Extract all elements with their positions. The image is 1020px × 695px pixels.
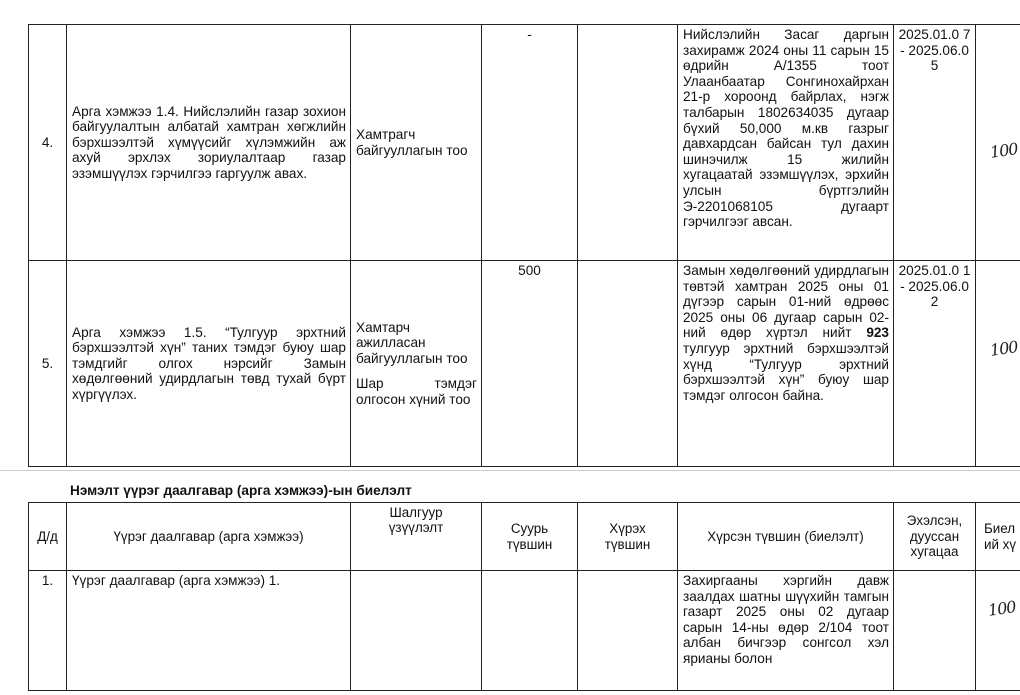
period-text: 2025.01.0 7- 2025.06.0 5: [894, 25, 976, 261]
result-count: 923: [866, 325, 889, 341]
target-value: [578, 261, 678, 467]
handwritten-score: 100: [988, 337, 1019, 360]
result-text-part: Замын хөдөлгөөний удирдлагын төвтэй хамтран 2025 оны 01 дүгээр сарын 01-ний өдрөөс 2025 оны 06 дугаар сарын 02-ний өдөр хүртэл нийт: [683, 263, 889, 341]
result-text: Захиргааны хэргийн давж заалдах шатны шүүхийн тамгын газарт 2025 оны 02 дугаар сарын 14-ны өдөр 2/104 тоот албан бичгээр сонгсол хэл ярианы болон: [683, 573, 889, 666]
indicator-text: Хамтарч ажилласан байгууллагын тоо: [356, 319, 468, 366]
header-score: Биел ий хү: [976, 503, 1020, 571]
result-text: Нийслэлийн Засаг даргын захирамж 2024 оны 11 сарын 15 өдрийн А/1355 тоот Улаанбаатар Сонгинохайрхан 21-р хороонд байрлах, нэгж талбарын 1802634035 дугаар бүхий 50,000 м.кв газрыг давхардсан байсан тул дахин шинэчилж 15 жилийн хугацаатай эзэмшүүлэх, эрхийн улсын бүртгэлийн Э-2201068105 дугаарт гэрчилгээг авсан.: [683, 27, 889, 230]
result-text: [683, 263, 889, 403]
header-period: Эхэлсэн, дууссан хугацаа: [894, 503, 976, 571]
result-text-part: тулгуур эрхтний бэрхшээлтэй хүнд “Тулгуур эрхтний бэрхшээлтэй хүн” буюу шар тэмдэг олгосон байна.: [683, 340, 889, 403]
table-row: [29, 571, 1020, 691]
baseline-value: 500: [482, 261, 578, 467]
indicator-text: Хамтрагч байгууллагын тоо: [356, 126, 468, 158]
header-task: Үүрэг даалгавар (арга хэмжээ): [67, 503, 351, 571]
section-title: Нэмэлт үүрэг даалгавар (арга хэмжээ)-ын биелэлт: [70, 483, 412, 498]
task-text: Үүрэг даалгавар (арга хэмжээ) 1.: [67, 571, 351, 691]
period-text: 2025.01.0 1- 2025.06.0 2: [894, 261, 976, 467]
handwritten-score: 100: [986, 597, 1017, 620]
row-number: 1.: [29, 571, 67, 691]
activity-text: Арга хэмжээ 1.5. “Тулгуур эрхтний бэрхшээлтэй хүн” таних тэмдэг буюу шар тэмдгийг олгох нэрсийг Замын хөдөлгөөний удирдлагын төвд тухай бүрт хүргүүлэх.: [72, 324, 346, 402]
row-number: 4.: [29, 25, 67, 261]
header-target: Хүрэх түвшин: [578, 503, 678, 571]
header-result: Хүрсэн түвшин (биелэлт): [678, 503, 894, 571]
table-row: [29, 25, 1020, 261]
activities-table: [28, 24, 1020, 467]
indicator-text-2: Шар тэмдэг олгосон хүний тоо: [356, 376, 477, 407]
target-value: [578, 25, 678, 261]
baseline-value: -: [482, 25, 578, 261]
activity-text: Арга хэмжээ 1.4. Нийслэлийн газар зохион байгуулалтын албатай хамтран хөгжлийн бэрхшээлтэй хүмүүсийг хүлэмжийн аж ахуй эрхлэх зориулалтаар газар эзэмшүүлэх гэрчилгээ гаргуулж авах.: [72, 103, 346, 181]
additional-tasks-table: [28, 502, 1020, 691]
row-number: 5.: [29, 261, 67, 467]
divider: [0, 470, 1020, 471]
header-indicator: Шалгуур үзүүлэлт: [351, 503, 482, 571]
header-baseline: Суурь түвшин: [482, 503, 578, 571]
table-header-row: [29, 503, 1020, 571]
table-row: [29, 261, 1020, 467]
header-no: Д/д: [29, 503, 67, 571]
handwritten-score: 100: [988, 139, 1019, 162]
